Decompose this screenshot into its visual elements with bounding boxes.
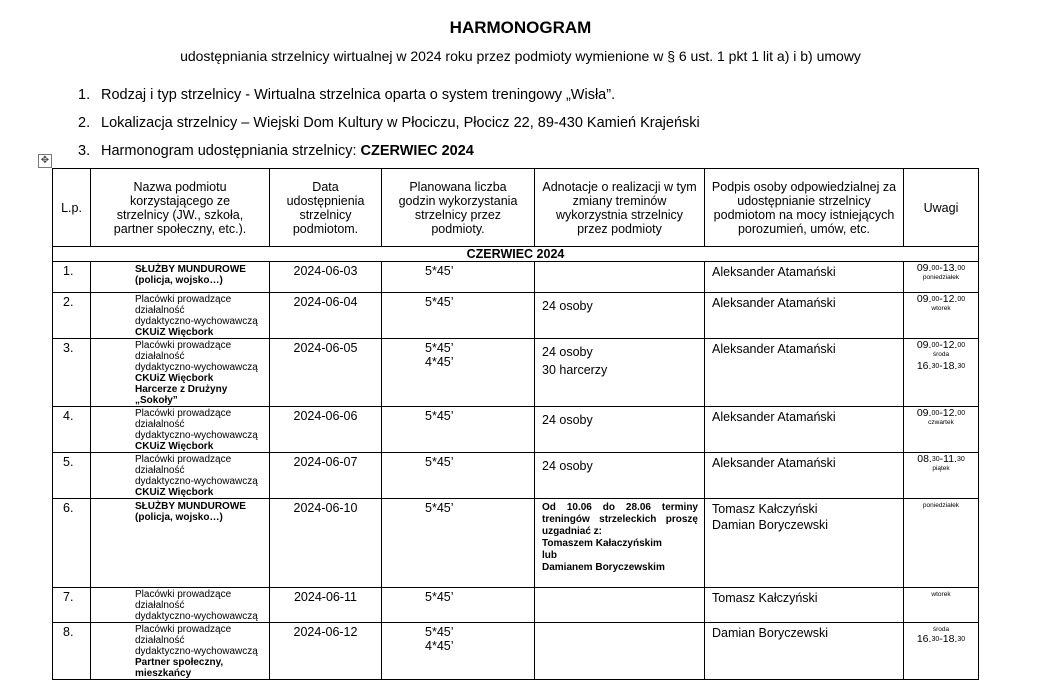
list-text: Rodzaj i typ strzelnicy - Wirtualna strzelnica oparta o system treningowy „Wisła”. [101, 87, 616, 103]
month-row [53, 247, 979, 262]
podmiot-line: (policja, wojsko…) [135, 275, 223, 286]
podmiot-line: Partner społeczny, mieszkańcy [135, 657, 224, 679]
podmiot-line: dydaktyczno-wychowawczą [135, 316, 258, 327]
cell-adnotacje [535, 407, 705, 453]
podmiot-line: Placówki prowadzące działalność [135, 454, 232, 476]
time-range: 16.30-18.30 [916, 633, 966, 645]
podmiot-line: SŁUŻBY MUNDUROWE [135, 501, 246, 512]
list-number: 3. [78, 143, 91, 159]
cell-osoba [705, 623, 904, 680]
weekday-label: piątek [932, 465, 950, 472]
time-sup: 00 [957, 265, 966, 272]
table-move-handle-icon[interactable]: ✥ [38, 154, 52, 168]
header-podpis: Podpis osoby odpowiedzialnej za udostępnianie strzelnicy podmiotom na mocy istniejących porozumień, umów, etc. [705, 169, 904, 247]
time-sup: 00 [957, 296, 966, 303]
time-sup: 00 [931, 410, 940, 417]
list-item-1 [78, 87, 615, 103]
cell-lp: 4. [53, 407, 91, 453]
cell-uwagi [904, 293, 979, 339]
time-sup: 30 [957, 636, 966, 643]
cell-osoba [705, 588, 904, 623]
cell-podmiot [91, 499, 270, 588]
cell-podmiot [91, 588, 270, 623]
cell-lp: 2. [53, 293, 91, 339]
cell-podmiot [91, 407, 270, 453]
hours-line: 5*45’ [425, 455, 454, 469]
podmiot-line: Placówki prowadzące działalność [135, 294, 232, 316]
podmiot-line: dydaktyczno-wychowawczą [135, 611, 258, 622]
time-sup: 00 [957, 342, 966, 349]
podmiot-line: Harcerze z Drużyny „Sokoły” [135, 384, 228, 406]
adnotacja-note: Od 10.06 do 28.06 terminy treningów strzeleckich proszę uzgadniać z: [542, 502, 698, 537]
list-item-3 [78, 143, 474, 159]
hours-line: 4*45’ [425, 639, 454, 653]
podmiot-line: (policja, wojsko…) [135, 512, 223, 523]
cell-uwagi [904, 339, 979, 407]
adnotacja-line: 24 osoby [542, 299, 593, 313]
cell-adnotacje [535, 588, 705, 623]
time-sup: 00 [957, 410, 966, 417]
header-data: Data udostępnienia strzelnicy podmiotom. [270, 169, 382, 247]
hours-line: 5*45’ [425, 625, 454, 639]
cell-adnotacje [535, 453, 705, 499]
osoba-line: Damian Boryczewski [712, 518, 829, 532]
cell-podmiot [91, 339, 270, 407]
cell-hours [382, 339, 535, 407]
weekday-label: wtorek [931, 305, 951, 312]
cell-lp: 7. [53, 588, 91, 623]
cell-uwagi [904, 407, 979, 453]
podmiot-line: dydaktyczno-wychowawczą [135, 646, 258, 657]
time-range: 08.30-11.30 [917, 453, 965, 465]
list-number: 2. [78, 115, 91, 131]
cell-podmiot [91, 293, 270, 339]
cell-adnotacje [535, 293, 705, 339]
time-range: 09.00-12.00 [916, 339, 966, 351]
osoba-line: Aleksander Atamański [712, 296, 836, 310]
osoba-line: Tomasz Kałczyński [712, 591, 818, 605]
cell-date: 2024-06-03 [270, 262, 382, 293]
adnotacja-line: lub [542, 550, 557, 561]
cell-adnotacje [535, 623, 705, 680]
podmiot-line: CKUiZ Więcbork [135, 373, 214, 384]
adnotacja-line: 24 osoby [542, 413, 593, 427]
schedule-table [52, 168, 979, 680]
cell-adnotacje [535, 499, 705, 588]
cell-adnotacje [535, 262, 705, 293]
adnotacja-line: Damianem Boryczewskim [542, 562, 665, 573]
cell-hours [382, 262, 535, 293]
page-title: HARMONOGRAM [449, 18, 592, 37]
table-row [53, 407, 979, 453]
time-sup: 30 [931, 636, 940, 643]
adnotacja-line: Tomaszem Kałaczyńskim [542, 538, 662, 549]
time-range: 16.30-18.30 [916, 360, 966, 372]
time-sup: 00 [931, 296, 940, 303]
cell-podmiot [91, 623, 270, 680]
weekday-label: poniedziałek [922, 274, 960, 281]
time-range: 09.00-12.00 [916, 293, 966, 305]
header-adnotacje: Adnotacje o realizacji w tym zmiany treminów wykorzystnia strzelnicy przez podmioty [535, 169, 705, 247]
cell-date: 2024-06-04 [270, 293, 382, 339]
page-subtitle: udostępniania strzelnicy wirtualnej w 2024 roku przez podmioty wymienione w § 6 ust. 1 pkt 1 lit a) i b) umowy [180, 48, 861, 64]
cell-osoba [705, 339, 904, 407]
podmiot-line: Placówki prowadzące działalność [135, 340, 232, 362]
cell-podmiot [91, 262, 270, 293]
hours-line: 5*45’ [425, 264, 454, 278]
cell-date: 2024-06-10 [270, 499, 382, 588]
cell-hours [382, 499, 535, 588]
cell-uwagi [904, 453, 979, 499]
adnotacja-line: 24 osoby [542, 459, 593, 473]
time-sup: 30 [957, 363, 966, 370]
table-row [53, 499, 979, 588]
cell-adnotacje [535, 339, 705, 407]
cell-hours [382, 407, 535, 453]
time-sup: 30 [956, 456, 965, 463]
hours-line: 5*45’ [425, 501, 454, 515]
cell-uwagi [904, 499, 979, 588]
weekday-label: środa [932, 626, 950, 633]
table-row [53, 262, 979, 293]
cell-hours [382, 453, 535, 499]
weekday-label: poniedziałek [922, 502, 960, 509]
cell-osoba [705, 262, 904, 293]
list-number: 1. [78, 87, 91, 103]
cell-lp: 6. [53, 499, 91, 588]
osoba-line: Aleksander Atamański [712, 456, 836, 470]
cell-osoba [705, 453, 904, 499]
cell-lp: 8. [53, 623, 91, 680]
cell-lp: 3. [53, 339, 91, 407]
osoba-line: Aleksander Atamański [712, 410, 836, 424]
list-text: Lokalizacja strzelnicy – Wiejski Dom Kultury w Płociczu, Płocicz 22, 89-430 Kamień Krajeński [101, 115, 700, 131]
podmiot-line: dydaktyczno-wychowawczą [135, 362, 258, 373]
time-sup: 30 [931, 363, 940, 370]
table-row [53, 453, 979, 499]
cell-date: 2024-06-07 [270, 453, 382, 499]
table-row [53, 588, 979, 623]
podmiot-line: Placówki prowadzące działalność [135, 589, 232, 611]
osoba-line: Damian Boryczewski [712, 626, 829, 640]
cell-podmiot [91, 453, 270, 499]
cell-uwagi [904, 262, 979, 293]
cell-uwagi [904, 623, 979, 680]
cell-lp: 1. [53, 262, 91, 293]
podmiot-line: Placówki prowadzące działalność [135, 408, 232, 430]
header-godziny: Planowana liczba godzin wykorzystania strzelnicy przez podmioty. [382, 169, 535, 247]
podmiot-line: dydaktyczno-wychowawczą [135, 430, 258, 441]
podmiot-line: Placówki prowadzące działalność [135, 624, 232, 646]
weekday-label: środa [932, 351, 950, 358]
header-uwagi: Uwagi [904, 169, 979, 247]
adnotacja-line: 24 osoby [542, 345, 593, 359]
cell-date: 2024-06-11 [270, 588, 382, 623]
podmiot-line: CKUiZ Więcbork [135, 487, 214, 498]
hours-line: 4*45’ [425, 355, 454, 369]
table-row [53, 623, 979, 680]
cell-hours [382, 623, 535, 680]
cell-osoba [705, 407, 904, 453]
hours-line: 5*45’ [425, 409, 454, 423]
weekday-label: wtorek [931, 591, 951, 598]
cell-osoba [705, 293, 904, 339]
podmiot-line: dydaktyczno-wychowawczą [135, 476, 258, 487]
weekday-label: czwartek [928, 419, 954, 426]
podmiot-line: CKUiZ Więcbork [135, 327, 214, 338]
adnotacja-line: 30 harcerzy [542, 363, 608, 377]
header-lp: L.p. [53, 169, 91, 247]
hours-line: 5*45’ [425, 295, 454, 309]
podmiot-line: CKUiZ Więcbork [135, 441, 214, 452]
list-item-2 [78, 115, 700, 131]
osoba-line: Aleksander Atamański [712, 342, 836, 356]
hours-line: 5*45’ [425, 341, 454, 355]
cell-date: 2024-06-06 [270, 407, 382, 453]
table-header-row [53, 169, 979, 247]
table-row [53, 293, 979, 339]
time-sup: 30 [931, 456, 940, 463]
cell-osoba [705, 499, 904, 588]
podmiot-line: SŁUŻBY MUNDUROWE [135, 264, 246, 275]
cell-uwagi [904, 588, 979, 623]
header-podmiot: Nazwa podmiotu korzystającego ze strzelnicy (JW., szkoła, partner społeczny, etc.). [91, 169, 270, 247]
time-range: 09.00-13.00 [916, 262, 966, 274]
cell-hours [382, 588, 535, 623]
list-bold-month: CZERWIEC 2024 [360, 143, 474, 159]
month-label: CZERWIEC 2024 [53, 247, 979, 262]
osoba-line: Aleksander Atamański [712, 265, 836, 279]
osoba-line: Tomasz Kałczyński [712, 502, 818, 516]
time-range: 09.00-12.00 [916, 407, 966, 419]
cell-hours [382, 293, 535, 339]
time-sup: 00 [931, 265, 940, 272]
list-text: Harmonogram udostępniania strzelnicy: [101, 143, 361, 159]
hours-line: 5*45’ [425, 590, 454, 604]
table-row [53, 339, 979, 407]
time-sup: 00 [931, 342, 940, 349]
cell-date: 2024-06-05 [270, 339, 382, 407]
cell-lp: 5. [53, 453, 91, 499]
cell-date: 2024-06-12 [270, 623, 382, 680]
